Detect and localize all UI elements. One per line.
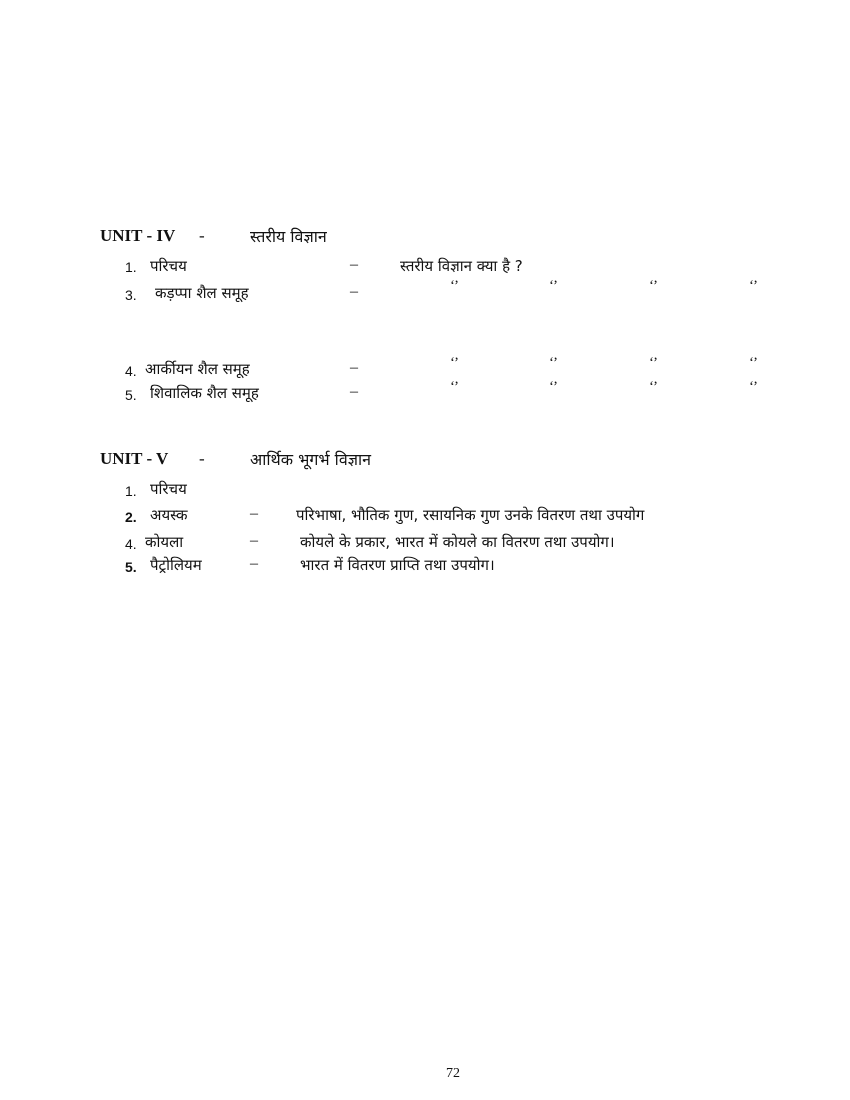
unit-iv-item-3-dash: – xyxy=(350,283,358,300)
unit-iv-item-3-ditto-mark: ‘’ xyxy=(450,278,458,294)
unit-iv-item-1-description: स्तरीय विज्ञान क्या है ? xyxy=(400,257,523,275)
unit-v-item-5-number: 5. xyxy=(125,559,137,575)
unit-iv-item-4-ditto-mark: ‘’ xyxy=(749,355,757,371)
unit-v-item-4-label: कोयला xyxy=(145,533,184,551)
unit-iv-item-5-ditto-mark: ‘’ xyxy=(649,379,657,395)
unit-iv-item-5-ditto-mark: ‘’ xyxy=(450,379,458,395)
unit-iv-item-3-ditto-mark: ‘’ xyxy=(649,278,657,294)
unit-v-item-2-dash: – xyxy=(250,505,258,522)
unit-iv-item-5-dash: – xyxy=(350,383,358,400)
unit-iv-item-4-ditto-mark: ‘’ xyxy=(649,355,657,371)
unit-v-item-5-description: भारत में वितरण प्राप्ति तथा उपयोग। xyxy=(300,556,495,574)
unit-v-label: UNIT - V xyxy=(100,449,169,468)
unit-iv-item-1-number: 1. xyxy=(125,259,137,275)
unit-iv-item-3-ditto-mark: ‘’ xyxy=(549,278,557,294)
unit-iv-item-5-number: 5. xyxy=(125,387,137,403)
unit-v-title: आर्थिक भूगर्भ विज्ञान xyxy=(250,450,372,469)
unit-iv-item-3-number: 3. xyxy=(125,287,137,303)
unit-v-item-2-description: परिभाषा, भौतिक गुण, रसायनिक गुण उनके वितरण तथा उपयोग xyxy=(296,506,645,524)
unit-iv-title: स्तरीय विज्ञान xyxy=(250,227,327,246)
unit-v-separator: - xyxy=(199,449,205,468)
unit-v-item-4-dash: – xyxy=(250,532,258,549)
unit-iv-item-4-ditto-mark: ‘’ xyxy=(450,355,458,371)
unit-iv-item-5-ditto-mark: ‘’ xyxy=(749,379,757,395)
unit-iv-item-3-ditto-mark: ‘’ xyxy=(749,278,757,294)
unit-iv-item-1-dash: – xyxy=(350,256,358,273)
unit-iv-label: UNIT - IV xyxy=(100,226,176,245)
unit-iv-item-4-label: आर्कीयन शैल समूह xyxy=(145,360,250,378)
unit-iv-item-3-label: कड़प्पा शैल समूह xyxy=(155,284,249,302)
unit-v-item-2-number: 2. xyxy=(125,509,137,525)
unit-v-item-1-number: 1. xyxy=(125,483,137,499)
unit-iv-item-5-label: शिवालिक शैल समूह xyxy=(150,384,259,402)
page-number: 72 xyxy=(446,1066,460,1081)
unit-iv-item-1-label: परिचय xyxy=(150,257,187,275)
unit-v-item-4-number: 4. xyxy=(125,536,137,552)
unit-v-item-4-description: कोयले के प्रकार, भारत में कोयले का वितरण तथा उपयोग। xyxy=(300,533,615,551)
unit-v-item-5-label: पैट्रोलियम xyxy=(150,556,202,574)
unit-iv-separator: - xyxy=(199,226,205,245)
unit-iv-item-4-dash: – xyxy=(350,359,358,376)
unit-v-item-1-label: परिचय xyxy=(150,480,187,498)
unit-v-item-2-label: अयस्क xyxy=(150,506,188,524)
unit-iv-item-4-number: 4. xyxy=(125,363,137,379)
unit-iv-item-5-ditto-mark: ‘’ xyxy=(549,379,557,395)
unit-iv-item-4-ditto-mark: ‘’ xyxy=(549,355,557,371)
unit-v-item-5-dash: – xyxy=(250,555,258,572)
